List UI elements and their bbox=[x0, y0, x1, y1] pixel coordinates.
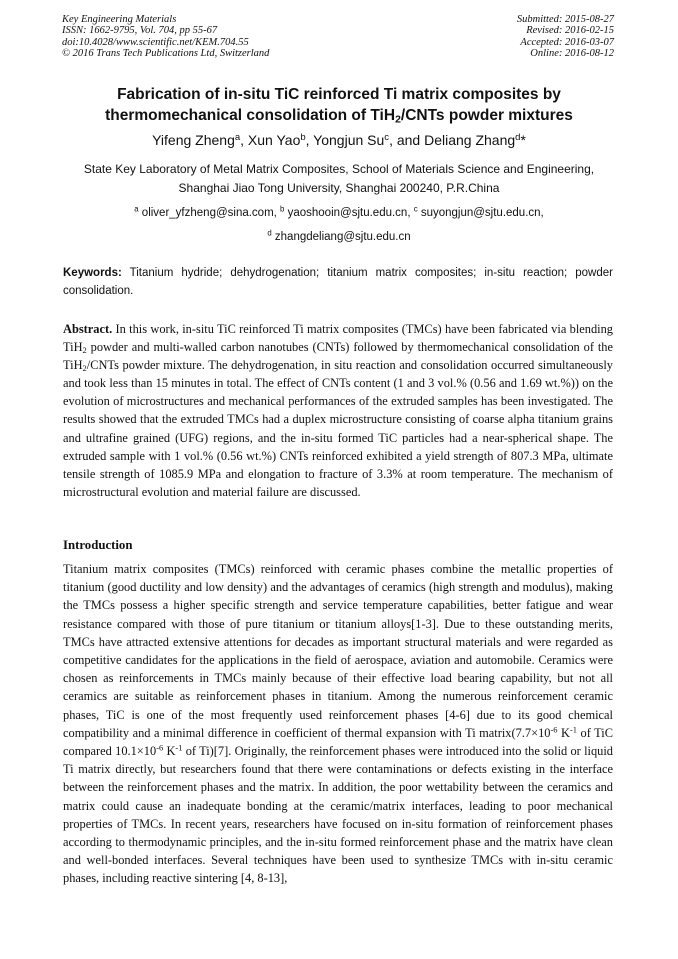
author-affil-mark: b bbox=[300, 131, 306, 143]
title-line-1: Fabrication of in-situ TiC reinforced Ti matrix composites by bbox=[117, 86, 561, 103]
email-mark: a bbox=[134, 204, 139, 214]
date-accepted: Accepted: 2016-03-07 bbox=[520, 36, 614, 48]
author-name: , and Deliang Zhang bbox=[389, 132, 516, 148]
introduction-body bbox=[63, 560, 613, 888]
journal-doi: doi:10.4028/www.scientific.net/KEM.704.55 bbox=[62, 36, 249, 48]
superscript: -1 bbox=[175, 742, 183, 753]
title-line-2 bbox=[40, 105, 638, 126]
abstract-label: Abstract. bbox=[63, 322, 113, 336]
journal-name: Key Engineering Materials bbox=[62, 14, 177, 25]
affiliation-line-2: Shanghai Jiao Tong University, Shanghai 200240, P.R.China bbox=[178, 181, 500, 195]
journal-info bbox=[62, 14, 269, 59]
date-submitted: Submitted: 2015-08-27 bbox=[516, 14, 614, 25]
affiliation bbox=[40, 160, 638, 198]
email-mark: b bbox=[280, 204, 285, 214]
email-mark: c bbox=[413, 204, 418, 214]
email-line-1 bbox=[40, 201, 638, 225]
body-text: of Ti)[7]. Originally, the reinforcement phases were introduced into the solid or liquid Ti matrix directly, but researchers found that there were contaminations or defects existing in the interface between the reinforcement phases and the matrix. In addition, the poor wettability between the ceramics and matrix could cause an inadequate bonding at the ceramic/matrix interfaces, leading to poor mechanical properties of TMCs. In recent years, researchers have focused on in-situ formation of reinforcement phases according to thermodynamic principles, and the in-situ formed reinforcement phase and the matrix have clean and well-bonded interfaces. Several techniques have been used to synthesize TMCs with in-situ ceramic phases, including reactive sintering [4, 8-13], bbox=[63, 744, 613, 886]
email-address: yaoshooin@sjtu.edu.cn, bbox=[284, 207, 414, 219]
title-text: /CNTs powder mixtures bbox=[400, 107, 573, 124]
email-address: suyongjun@sjtu.edu.cn, bbox=[417, 207, 544, 219]
abstract-text: powder and multi-walled carbon nanotubes (CNTs) followed by thermomechanical consolidation of the TiH bbox=[63, 340, 613, 373]
body-text: K bbox=[557, 725, 570, 740]
publication-dates bbox=[517, 14, 614, 59]
author-affil-mark: d bbox=[515, 131, 521, 143]
body-text: K bbox=[163, 744, 176, 759]
email-mark: d bbox=[267, 228, 272, 238]
abstract-text: In this work, in-situ TiC reinforced Ti matrix composites (TMCs) have been fabricated via blending TiH bbox=[63, 322, 613, 355]
email-line-2 bbox=[40, 225, 638, 249]
email-address: zhangdeliang@sjtu.edu.cn bbox=[271, 231, 411, 243]
title-text: thermomechanical consolidation of TiH bbox=[105, 107, 396, 124]
superscript: -1 bbox=[569, 724, 577, 735]
abstract-subscript: 2 bbox=[82, 345, 87, 356]
date-revised: Revised: 2016-02-15 bbox=[526, 25, 614, 37]
date-online: Online: 2016-08-12 bbox=[530, 47, 614, 59]
section-heading-introduction: Introduction bbox=[63, 538, 133, 552]
author-emails bbox=[40, 201, 638, 249]
abstract-text: /CNTs powder mixture. The dehydrogenation, in situ reaction and consolidation occurred simultaneously and took less than 15 minutes in total. The effect of CNTs content (1 and 3 vol.% (0.56 and 1.69 wt.%)) on the evolution of microstructures and mechanical performances of the extruded samples has been investigated. The results showed that the extruded TMCs had a duplex microstructure consisting of coarse alpha titanium grains and ultrafine grained (UFG) regions, and the in-situ formed TiC particles had a near-spherical shape. The extruded sample with 1 vol.% (0.56 wt.%) CNTs reinforced exhibited a yield strength of 807.3 MPa, ultimate tensile strength of 1085.9 MPa and elongation to fracture of 3.3% at room temperature. The mechanism of microstructural evolution and material failure are discussed. bbox=[63, 358, 613, 499]
paper-title bbox=[40, 84, 638, 126]
abstract-subscript: 2 bbox=[82, 363, 87, 374]
author-affil-mark: c bbox=[384, 131, 390, 143]
title-subscript: 2 bbox=[395, 113, 401, 126]
author-name: , Yongjun Su bbox=[305, 132, 385, 148]
body-text: Titanium matrix composites (TMCs) reinforced with ceramic phases combine the metallic properties of titanium (good ductility and low density) and the advantages of ceramics (high strength and modulus), making the TMCs possess a higher specific strength and service temperature capabilities, better fatigue and wear resistance compared with those of pure titanium or titanium alloys[1-3]. Due to these outstanding merits, TMCs have attracted extensive attentions for decades as important structural materials and were regarded as competitive candidates for the applications in the field of aerospace, aviation and automobile. Ceramics were chosen as reinforcements in TMCs mainly because of their effective load bearing capability, but not all ceramics are suitable as reinforcement phases in titanium. Among the numerous reinforcement ceramic phases, TiC is one of the most frequently used reinforcement phases [4-6] due to its good chemical compatibility and a minimal difference in coefficient of thermal expansion with Ti matrix(7.7×10 bbox=[63, 562, 613, 740]
author-affil-mark: a bbox=[234, 131, 241, 143]
superscript: -6 bbox=[550, 724, 558, 735]
affiliation-line-1: State Key Laboratory of Metal Matrix Composites, School of Materials Science and Engineering, bbox=[83, 162, 595, 176]
email-address: oliver_yfzheng@sina.com, bbox=[138, 207, 281, 219]
author-name: Yifeng Zheng bbox=[152, 132, 235, 148]
keywords-text: Titanium hydride; dehydrogenation; titanium matrix composites; in-situ reaction; powder consolidation. bbox=[63, 267, 613, 297]
author-name: , Xun Yao bbox=[240, 132, 301, 148]
body-text: of TiC compared 10.1×10 bbox=[63, 725, 613, 759]
author-list bbox=[40, 131, 638, 149]
keywords bbox=[63, 264, 613, 300]
journal-copyright: © 2016 Trans Tech Publications Ltd, Switzerland bbox=[62, 47, 270, 59]
keywords-label: Keywords: bbox=[63, 267, 122, 279]
journal-issn: ISSN: 1662-9795, Vol. 704, pp 55-67 bbox=[62, 25, 218, 37]
abstract bbox=[63, 320, 613, 501]
corresponding-author-mark: * bbox=[520, 132, 526, 148]
superscript: -6 bbox=[156, 742, 164, 753]
